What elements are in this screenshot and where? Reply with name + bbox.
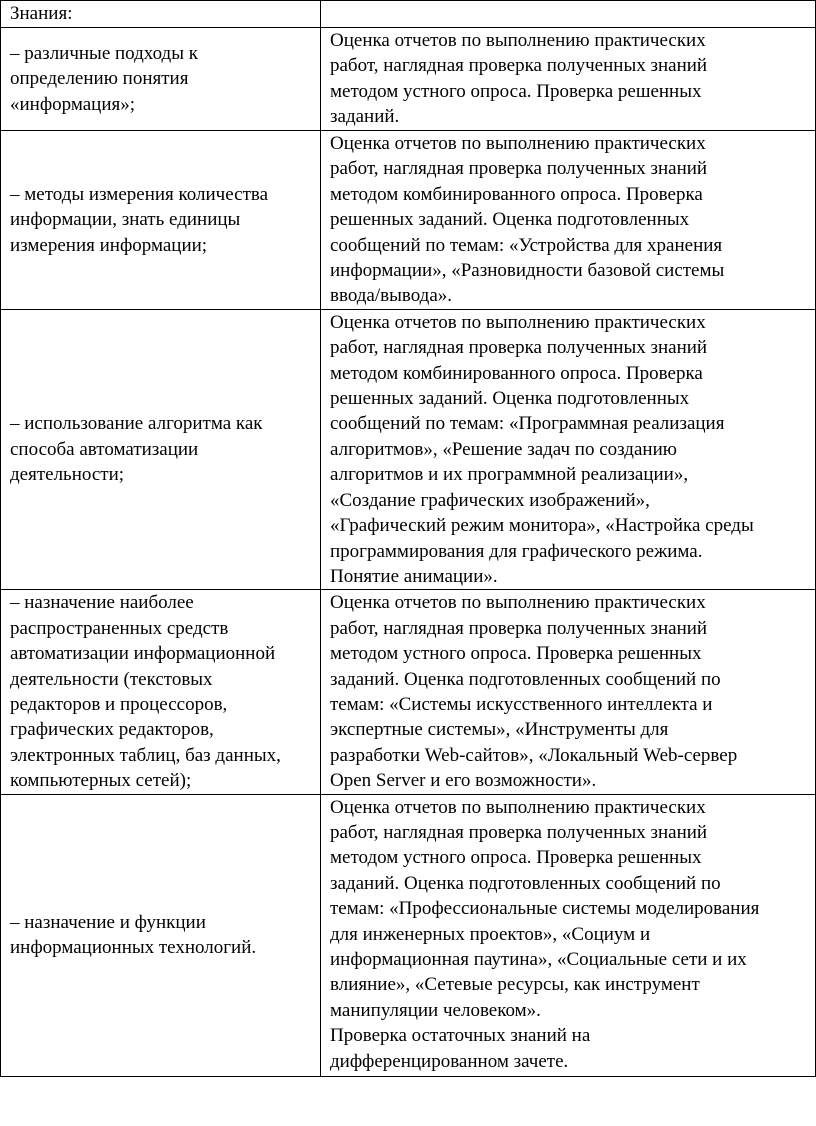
table-row — [1, 794, 816, 1076]
assessment-cell: Оценка отчетов по выполнению практических работ, наглядная проверка полученных знаний методом устного опроса. Проверка решенных заданий. Оценка подготовленных сообщений по темам: «Системы искусственного интеллекта и экспертные системы», «Инструменты для разработки Web-сайтов», «Локальный Web-сервер Open Server и его возможности». — [321, 590, 816, 794]
assessment-cell: Оценка отчетов по выполнению практических работ, наглядная проверка полученных знаний методом комбинированного опроса. Проверка решенных заданий. Оценка подготовленных сообщений по темам: «Программная реализация алгоритмов», «Решение задач по созданию алгоритмов и их программной реализации», «Создание графических изображений», «Графический режим монитора», «Настройка среды программирования для графического режима. Понятие анимации». — [321, 309, 816, 589]
assessment-cell: Оценка отчетов по выполнению практических работ, наглядная проверка полученных знаний методом устного опроса. Проверка решенных заданий. Оценка подготовленных сообщений по темам: «Профессиональные системы моделирования для инженерных проектов», «Социум и информационная паутина», «Социальные сети и их влияние», «Сетевые ресурсы, как инструмент манипуляции человеком». Проверка остаточных знаний на дифференцированном зачете. — [321, 794, 816, 1076]
knowledge-cell: – назначение наиболее распространенных средств автоматизации информационной деятельности (текстовых редакторов и процессоров, графических редакторов, электронных таблиц, баз данных, компьютерных сетей); — [1, 590, 321, 794]
assessment-cell: Оценка отчетов по выполнению практических работ, наглядная проверка полученных знаний методом устного опроса. Проверка решенных заданий. — [321, 28, 816, 131]
knowledge-cell: – различные подходы к определению понятия «информация»; — [1, 28, 321, 131]
table-row — [1, 28, 816, 131]
knowledge-cell: – методы измерения количества информации, знать единицы измерения информации; — [1, 131, 321, 310]
table-row — [1, 590, 816, 794]
assessment-cell: Оценка отчетов по выполнению практических работ, наглядная проверка полученных знаний методом комбинированного опроса. Проверка решенных заданий. Оценка подготовленных сообщений по темам: «Устройства для хранения информации», «Разновидности базовой системы ввода/вывода». — [321, 131, 816, 310]
knowledge-cell: – назначение и функции информационных технологий. — [1, 794, 321, 1076]
table-header-row — [1, 1, 816, 28]
header-cell-knowledge: Знания: — [1, 1, 321, 28]
table-row — [1, 309, 816, 589]
header-cell-empty — [321, 1, 816, 28]
knowledge-cell: – использование алгоритма как способа автоматизации деятельности; — [1, 309, 321, 589]
table-row — [1, 131, 816, 310]
